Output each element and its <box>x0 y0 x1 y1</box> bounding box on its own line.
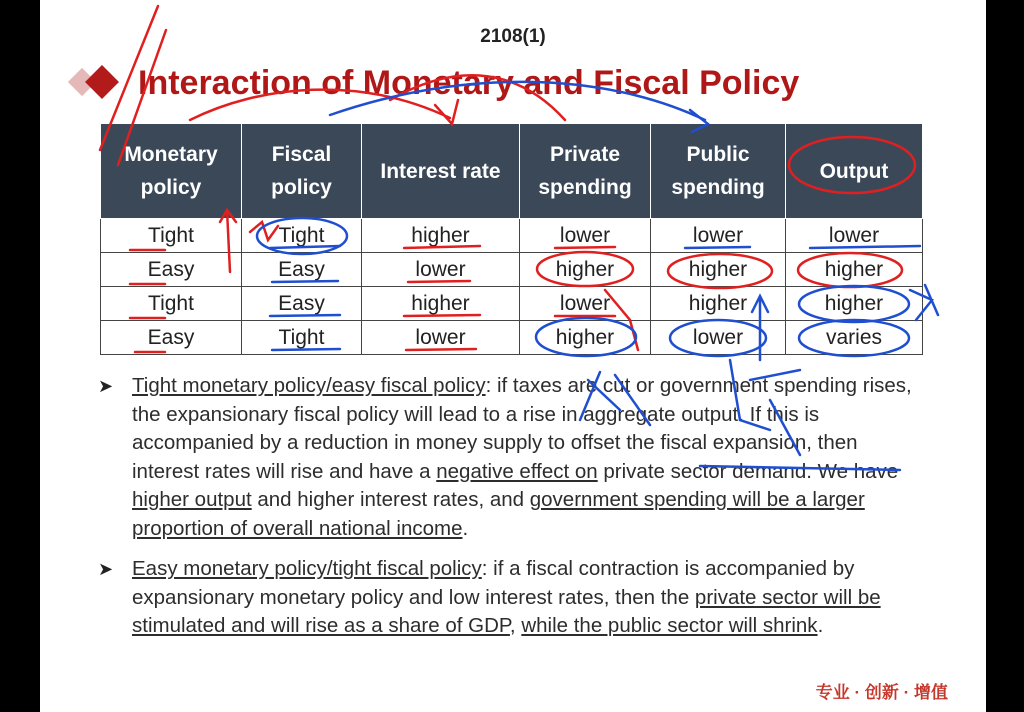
table-cell: lower <box>651 219 786 253</box>
table-cell: higher <box>651 253 786 287</box>
table-cell: lower <box>362 321 520 355</box>
arrow-icon: ➤ <box>98 559 114 579</box>
bullet-lead: Tight monetary policy/easy fiscal policy <box>132 374 486 397</box>
header-public-spending: Public spending <box>651 124 786 219</box>
table-row <box>101 321 923 355</box>
table-cell: Easy <box>101 321 242 355</box>
table-cell: lower <box>520 219 651 253</box>
header-interest-rate: Interest rate <box>362 124 520 219</box>
bullet-lead: Easy monetary policy/tight fiscal policy <box>132 557 482 580</box>
table-cell: higher <box>651 287 786 321</box>
title-row <box>68 62 948 108</box>
table-cell: Easy <box>242 253 362 287</box>
page-number: 2108(1) <box>480 26 546 47</box>
table-cell: higher <box>786 253 923 287</box>
table-cell: Easy <box>242 287 362 321</box>
table-cell: lower <box>651 321 786 355</box>
table-cell: Easy <box>101 253 242 287</box>
table-cell: Tight <box>101 287 242 321</box>
diamond-icon <box>85 65 119 99</box>
table-cell: higher <box>786 287 923 321</box>
table-cell: Tight <box>242 321 362 355</box>
table-cell: higher <box>362 287 520 321</box>
header-output: Output <box>786 124 923 219</box>
table-row <box>101 219 923 253</box>
table-cell: higher <box>362 219 520 253</box>
slide <box>40 0 986 712</box>
bullet-item: ➤ Tight monetary policy/easy fiscal policy: if taxes are cut or government spending rises, the expansionary fiscal policy will lead to a rise in aggregate output. If this is accompanied by a reduction in money supply to offset the fiscal expansion, then interest rates will rise and have a negative effect on private sector demand. We have higher output and higher interest rates, and government spending will be a larger proportion of overall national income. <box>98 374 912 540</box>
table-cell: varies <box>786 321 923 355</box>
table-cell: higher <box>520 321 651 355</box>
table-cell: lower <box>786 219 923 253</box>
table-row <box>101 287 923 321</box>
table-cell: Tight <box>242 219 362 253</box>
table-header-row <box>101 124 923 219</box>
table-row <box>101 253 923 287</box>
header-fiscal-policy: Fiscal policy <box>242 124 362 219</box>
policy-table <box>100 123 923 355</box>
table-cell: lower <box>520 287 651 321</box>
header-private-spending: Private spending <box>520 124 651 219</box>
bullet-item: ➤ Easy monetary policy/tight fiscal policy: if a fiscal contraction is accompanied by expansionary monetary policy and low interest rates, then the private sector will be stimulated and will rise as a share of GDP, while the public sector will shrink. <box>98 557 881 637</box>
bullet-list <box>98 372 928 641</box>
table-cell: lower <box>362 253 520 287</box>
footer-slogan: 专业 · 创新 · 增值 <box>815 683 948 702</box>
table-cell: Tight <box>101 219 242 253</box>
arrow-icon: ➤ <box>98 376 114 396</box>
table-cell: higher <box>520 253 651 287</box>
header-monetary-policy: Monetary policy <box>101 124 242 219</box>
slide-title: Interaction of Monetary and Fiscal Policy <box>138 64 800 102</box>
